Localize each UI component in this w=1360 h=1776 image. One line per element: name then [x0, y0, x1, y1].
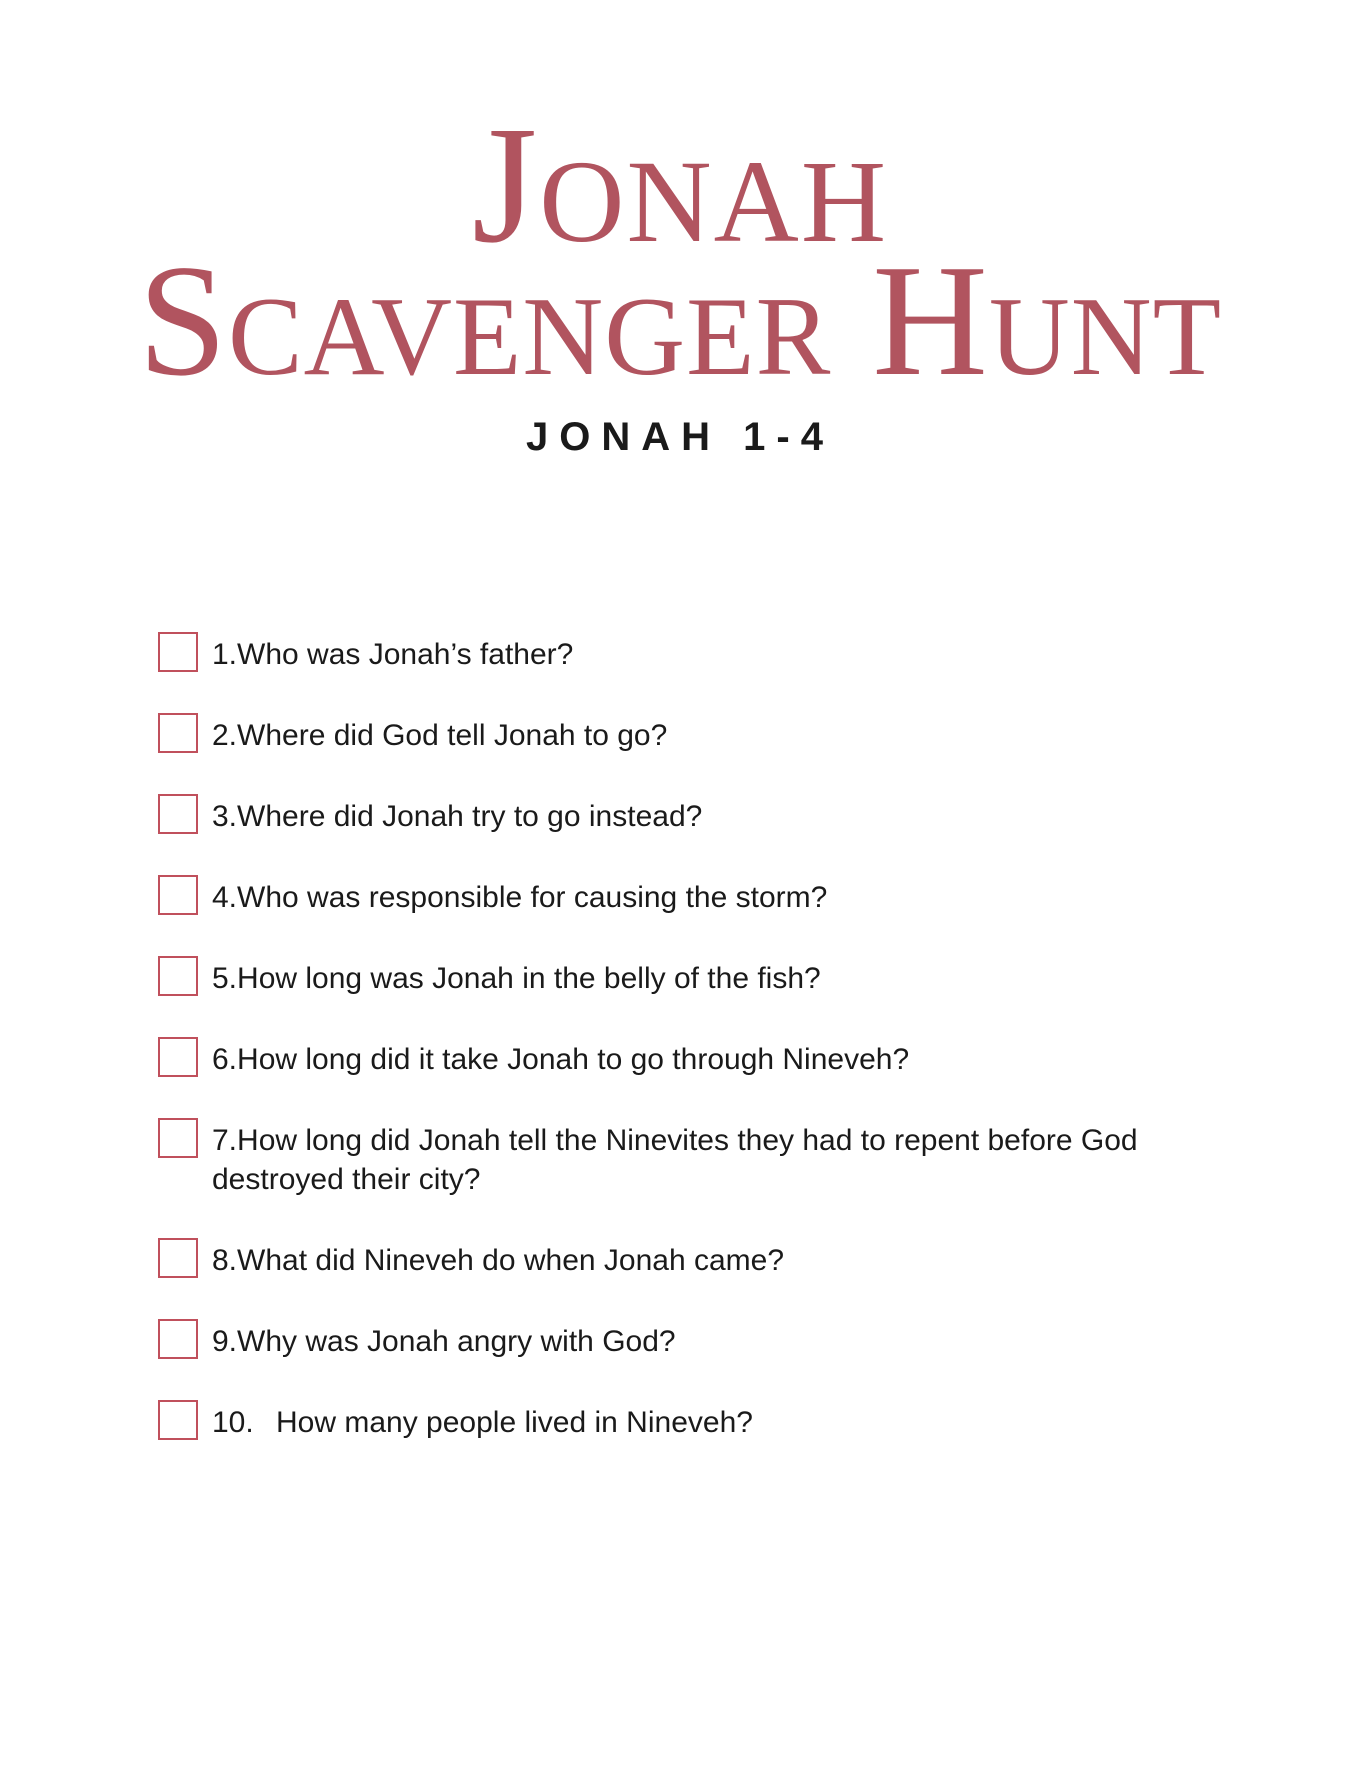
question-number: 7.	[212, 1124, 238, 1157]
question-number: 1.	[212, 638, 238, 671]
question-item	[158, 630, 1218, 674]
question-label: How long did it take Jonah to go through Nineveh?	[237, 1043, 910, 1076]
question-number: 5.	[212, 962, 238, 995]
checkbox[interactable]	[158, 632, 198, 672]
question-label: How long did Jonah tell the Ninevites they had to repent before God destroyed their city?	[212, 1124, 1138, 1196]
question-number: 6.	[212, 1043, 238, 1076]
checkbox[interactable]	[158, 956, 198, 996]
checkbox[interactable]	[158, 713, 198, 753]
question-label: Why was Jonah angry with God?	[237, 1325, 676, 1358]
subtitle: JONAH 1-4	[526, 415, 834, 459]
question-label: Where did Jonah try to go instead?	[237, 800, 703, 833]
question-number: 10.	[212, 1406, 254, 1439]
question-item	[158, 954, 1218, 998]
question-text	[212, 873, 827, 917]
checkbox[interactable]	[158, 875, 198, 915]
question-item	[158, 873, 1218, 917]
question-item	[158, 1116, 1218, 1199]
question-number: 9.	[212, 1325, 238, 1358]
question-text	[212, 711, 667, 755]
checkbox[interactable]	[158, 1118, 198, 1158]
question-item	[158, 1398, 1218, 1442]
checkbox[interactable]	[158, 1238, 198, 1278]
question-item	[158, 711, 1218, 755]
question-text	[212, 1035, 909, 1079]
question-label: Who was responsible for causing the storm?	[237, 881, 828, 914]
question-item	[158, 1317, 1218, 1361]
title-line-1: Jonah	[471, 92, 889, 278]
question-list	[158, 630, 1218, 1479]
checkbox[interactable]	[158, 794, 198, 834]
question-label: Where did God tell Jonah to go?	[237, 719, 668, 752]
checkbox[interactable]	[158, 1400, 198, 1440]
question-text	[212, 954, 821, 998]
question-label: How long was Jonah in the belly of the fish?	[237, 962, 821, 995]
question-number: 8.	[212, 1244, 238, 1277]
checkbox[interactable]	[158, 1319, 198, 1359]
question-text	[212, 792, 702, 836]
question-label: Who was Jonah’s father?	[237, 638, 574, 671]
question-text	[212, 1317, 676, 1361]
checkbox[interactable]	[158, 1037, 198, 1077]
question-item	[158, 1236, 1218, 1280]
question-item	[158, 1035, 1218, 1079]
question-text	[212, 1116, 1218, 1199]
question-text	[212, 630, 573, 674]
question-text	[212, 1398, 753, 1442]
question-number: 2.	[212, 719, 238, 752]
question-number: 4.	[212, 881, 238, 914]
question-label: How many people lived in Nineveh?	[276, 1406, 753, 1439]
question-text	[212, 1236, 784, 1280]
question-label: What did Nineveh do when Jonah came?	[237, 1244, 785, 1277]
title-line-2: Scavenger Hunt	[137, 231, 1223, 409]
question-number: 3.	[212, 800, 238, 833]
question-item	[158, 792, 1218, 836]
